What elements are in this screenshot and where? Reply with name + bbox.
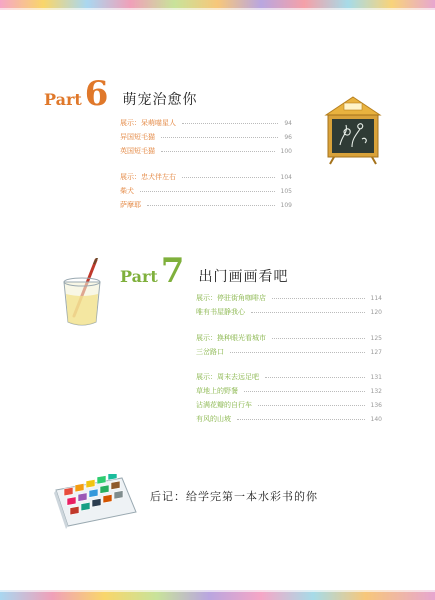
toc-item[interactable]: 三岔路口 127 — [196, 348, 382, 356]
watercolor-palette-icon — [52, 474, 138, 530]
toc-item[interactable]: 有风的山坡 140 — [196, 415, 382, 423]
toc-item[interactable]: 柴犬 105 — [120, 187, 292, 195]
toc-item[interactable]: 英国短毛猫 100 — [120, 147, 292, 155]
part7-number: 7 — [160, 251, 185, 291]
toc-item[interactable]: 唯有书屋静我心 120 — [196, 308, 382, 316]
part6-title: 萌宠治愈你 — [122, 92, 198, 108]
toc-item[interactable]: 萨摩耶 109 — [120, 201, 292, 209]
toc-item[interactable]: 沾满花瓣的自行车 136 — [196, 401, 382, 409]
part6-number: 6 — [84, 74, 109, 114]
toc-item[interactable]: 展示：呆萌喵星人 94 — [120, 119, 292, 127]
water-glass-brush-icon — [58, 258, 106, 328]
part6-word: Part — [44, 90, 82, 109]
toc-item[interactable]: 异国短毛猫 96 — [120, 133, 292, 141]
epilogue-title[interactable]: 后记：给学完第一本水彩书的你 — [150, 490, 318, 503]
top-watercolor-stripe — [0, 0, 435, 10]
toc-item[interactable]: 展示：周末去远足吧 131 — [196, 373, 382, 381]
part7-heading — [120, 251, 289, 291]
toc-item[interactable]: 展示：停驻街角咖啡店 114 — [196, 294, 382, 302]
toc-item[interactable]: 展示：换种眼光看城市 125 — [196, 334, 382, 342]
chalkboard-sign-icon — [322, 95, 384, 165]
bottom-watercolor-stripe — [0, 590, 435, 600]
part6-heading — [44, 74, 198, 114]
part7-title: 出门画画看吧 — [198, 269, 289, 285]
toc-item[interactable]: 草地上的野餐 132 — [196, 387, 382, 395]
part7-word: Part — [120, 267, 158, 286]
toc-item[interactable]: 展示：忠犬伴左右 104 — [120, 173, 292, 181]
